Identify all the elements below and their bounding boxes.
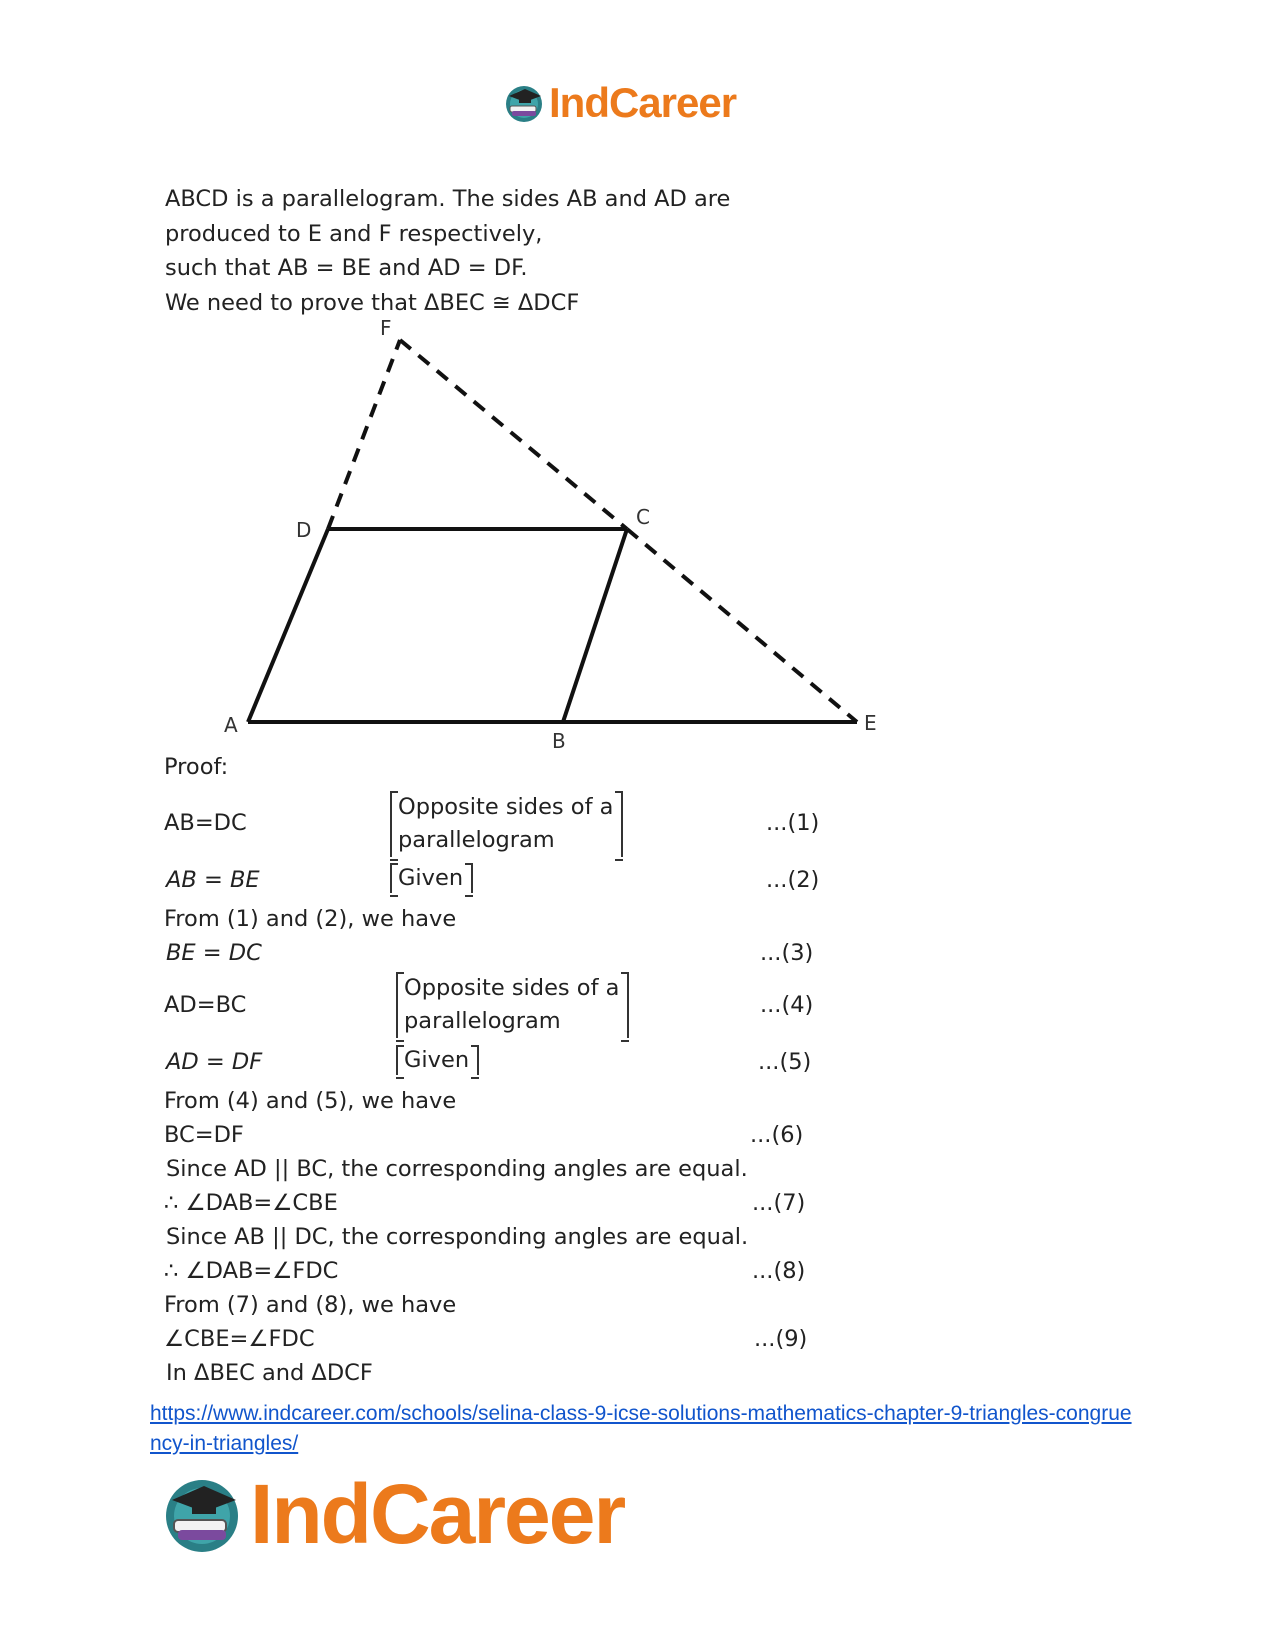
footer-logo-text: IndCareer — [250, 1466, 625, 1561]
proof-line-9: Since AD || BC, the corresponding angles are equal. — [166, 1156, 748, 1182]
proof-statement-12: ∴ ∠DAB=∠FDC — [164, 1258, 339, 1284]
proof-reason-1 — [390, 791, 623, 857]
proof-statement-8: BC=DF — [164, 1122, 244, 1148]
proof-statement-1: AB=DC — [164, 810, 247, 836]
reason-line: Opposite sides of a — [398, 794, 614, 820]
segment-fc-dashed — [400, 340, 627, 529]
proof-ref-12: ...(8) — [752, 1258, 806, 1284]
proof-ref-6: ...(5) — [758, 1049, 812, 1075]
intro-line: ABCD is a parallelogram. The sides AB and AD are — [165, 186, 731, 212]
intro-line: such that AB = BE and AD = DF. — [165, 255, 528, 281]
proof-ref-10: ...(7) — [752, 1190, 806, 1216]
proof-reason-2 — [390, 863, 473, 893]
proof-line-7: From (4) and (5), we have — [164, 1088, 457, 1114]
proof-line-13: From (7) and (8), we have — [164, 1292, 457, 1318]
graduation-cap-book-icon — [160, 1472, 244, 1556]
proof-ref-5: ...(4) — [760, 992, 814, 1018]
proof-line-3: From (1) and (2), we have — [164, 906, 457, 932]
segment-df-dashed — [328, 340, 400, 529]
proof-line-15: In ΔBEC and ΔDCF — [166, 1360, 373, 1386]
proof-line-11: Since AB || DC, the corresponding angles are equal. — [166, 1224, 749, 1250]
source-url-link[interactable]: https://www.indcareer.com/schools/selina-class-9-icse-solutions-mathematics-chapter-9-triangles-congruency-in-triangles/ — [150, 1402, 1132, 1455]
vertex-label-e: E — [864, 711, 877, 735]
vertex-label-a: A — [224, 713, 238, 737]
proof-ref-4: ...(3) — [760, 940, 814, 966]
reason-line: Given — [404, 1047, 470, 1073]
footer-logo — [160, 1468, 624, 1560]
vertex-label-f: F — [380, 316, 392, 340]
reason-line: parallelogram — [398, 827, 555, 853]
proof-reason-5 — [396, 972, 629, 1038]
proof-ref-14: ...(9) — [754, 1326, 808, 1352]
reason-line: Given — [398, 865, 464, 891]
proof-ref-1: ...(1) — [766, 810, 820, 836]
segment-ce-dashed — [627, 529, 857, 722]
proof-statement-10: ∴ ∠DAB=∠CBE — [164, 1190, 338, 1216]
intro-line: We need to prove that ΔBEC ≅ ΔDCF — [165, 289, 580, 316]
parallelogram-figure — [0, 0, 1275, 760]
reason-line: Opposite sides of a — [404, 975, 620, 1001]
proof-statement-6: AD = DF — [166, 1049, 263, 1075]
proof-statement-2: AB = BE — [166, 867, 260, 893]
reason-line: parallelogram — [404, 1008, 561, 1034]
vertex-label-c: C — [636, 505, 650, 529]
header-logo-text: IndCareer — [549, 79, 737, 126]
proof-statement-14: ∠CBE=∠FDC — [164, 1326, 315, 1352]
vertex-label-b: B — [552, 729, 566, 753]
intro-line: produced to E and F respectively, — [165, 220, 543, 247]
proof-ref-8: ...(6) — [750, 1122, 804, 1148]
vertex-label-d: D — [296, 518, 312, 542]
proof-statement-5: AD=BC — [164, 992, 247, 1018]
proof-reason-6 — [396, 1045, 479, 1075]
proof-heading: Proof: — [164, 754, 229, 780]
segment-ad — [248, 529, 328, 722]
proof-ref-2: ...(2) — [766, 867, 820, 893]
proof-statement-4: BE = DC — [166, 940, 262, 966]
segment-bc — [563, 529, 627, 722]
